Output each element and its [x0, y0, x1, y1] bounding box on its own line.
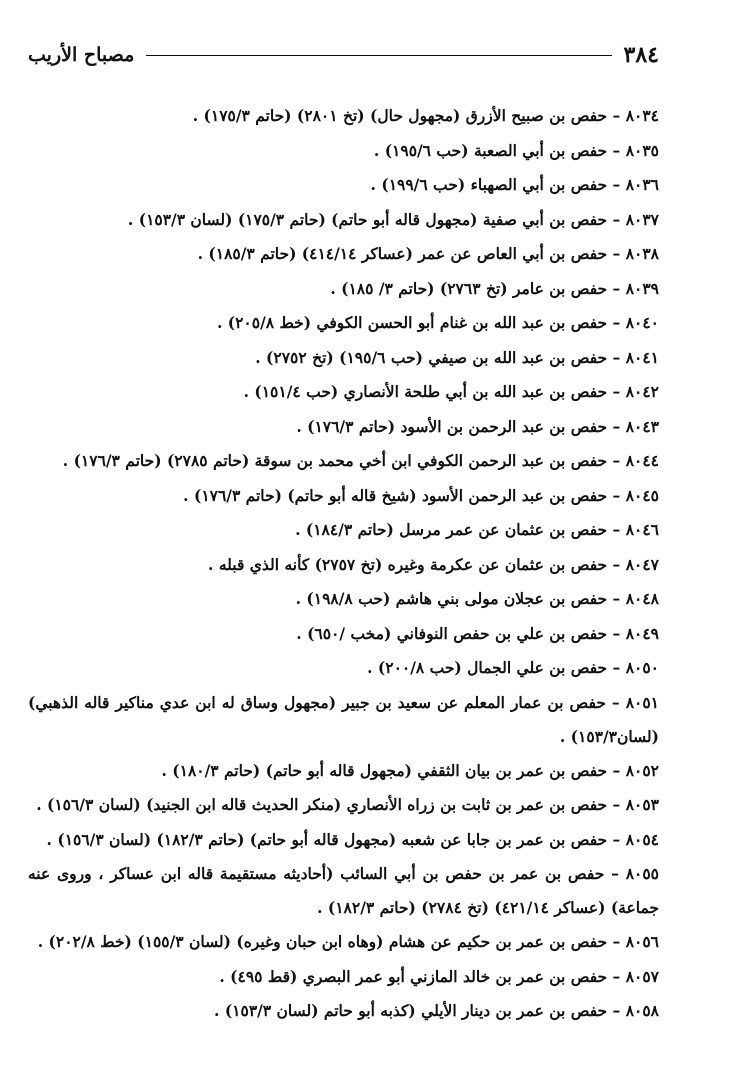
book-title: مصباح الأريب — [28, 44, 135, 66]
header-rule — [146, 55, 611, 56]
entry-text: حفص بن عبد الله بن صيفي (حب ١٩٥/٦) (تخ ٢٧٥٢) . — [255, 347, 608, 367]
entry-15 — [28, 617, 659, 652]
entry-6 — [28, 306, 659, 341]
page-header — [28, 40, 659, 70]
entry-9 — [28, 410, 659, 445]
entry-text: حفص بن عمر بن حكيم عن هشام (وهاه ابن حبان وغيره) (لسان ١٥٥/٣) (خط ٢٠٢/٨) . — [37, 932, 608, 951]
entry-text: حفص بن عمار المعلم عن سعيد بن جبير (مجهول وساق له ابن عدي مناكير قاله الذهبي) (لسان١٥٣/٣) . — [28, 692, 659, 746]
entry-text: حفص بن أبي الصهباء (حب ١٩٩/٦) . — [370, 175, 608, 194]
entry-dash: – — [607, 760, 626, 780]
entry-dash: – — [607, 520, 626, 539]
entry-3 — [28, 203, 659, 238]
entry-text: حفص بن عمر بن حفص بن أبي السائب (أحاديثه مستقيمة قاله ابن عساكر ، وروى عنه جماعة) (عساكر ٤٢١/١٤) (تخ ٢٧٨٤) (حاتم ١٨٢/٣) . — [28, 864, 659, 917]
page-number: ٣٨٤ — [623, 42, 659, 68]
entry-22 — [28, 925, 659, 960]
entry-number: ٨٠٤٥ — [625, 485, 659, 505]
entry-number: ٨٠٤٤ — [625, 451, 659, 470]
entry-text: حفص بن عبد الله بن أبي طلحة الأنصاري (حب ١٥١/٤) . — [243, 382, 608, 401]
entry-dash: – — [607, 416, 626, 436]
entry-19 — [28, 788, 659, 823]
entry-number: ٨٠٥١ — [625, 692, 660, 712]
entry-dash: – — [607, 313, 626, 332]
entry-dash: – — [607, 554, 626, 574]
entry-text: حفص بن عثمان عن عكرمة وغيره (تخ ٢٧٥٧) كأنه الذي قبله . — [208, 554, 608, 574]
entry-dash: – — [604, 864, 626, 883]
entry-text: حفص بن صبيح الأزرق (مجهول حال) (تخ ٢٨٠١) (حاتم ١٧٥/٣) . — [192, 106, 608, 125]
entry-24 — [28, 994, 659, 1029]
entry-dash: – — [607, 485, 626, 505]
entry-dash: – — [607, 244, 626, 263]
entry-number: ٨٠٤٩ — [625, 623, 659, 643]
entry-dash: – — [607, 278, 626, 298]
entries-list — [28, 99, 659, 1029]
entry-2 — [28, 168, 659, 203]
entry-17 — [28, 686, 659, 754]
entry-7 — [28, 341, 659, 376]
entry-number: ٨٠٣٤ — [625, 106, 659, 125]
entry-number: ٨٠٤١ — [625, 347, 659, 367]
entry-number: ٨٠٤٧ — [625, 554, 659, 574]
entry-1 — [28, 134, 659, 169]
entry-text: حفص بن عبد الرحمن الأسود (شيخ قاله أبو حاتم) (حاتم ١٧٦/٣) . — [183, 485, 608, 505]
entry-dash: – — [607, 140, 626, 160]
entry-number: ٨٠٤٨ — [625, 589, 659, 608]
entry-10 — [28, 444, 659, 479]
entry-4 — [28, 237, 659, 272]
entry-dash: – — [607, 209, 626, 229]
entry-dash: – — [605, 692, 626, 712]
entry-8 — [28, 375, 659, 410]
entry-12 — [28, 513, 659, 548]
entry-21 — [28, 857, 659, 925]
entry-dash: – — [607, 623, 626, 643]
entry-number: ٨٠٤٠ — [625, 313, 659, 332]
entry-number: ٨٠٥٠ — [625, 658, 659, 677]
entry-dash: – — [607, 451, 626, 470]
entry-text: حفص بن عبد الرحمن الكوفي ابن أخي محمد بن سوقة (حاتم ٢٧٨٥) (حاتم ١٧٦/٣) . — [62, 451, 608, 470]
entry-dash: – — [607, 795, 626, 814]
entry-number: ٨٠٥٥ — [625, 864, 660, 883]
entry-11 — [28, 479, 659, 514]
entry-5 — [28, 272, 659, 307]
entry-dash: – — [607, 382, 626, 401]
entry-14 — [28, 582, 659, 617]
entry-number: ٨٠٥٨ — [625, 1001, 659, 1020]
entry-text: حفص بن عمر بن دينار الأيلي (كذبه أبو حاتم (لسان ١٥٣/٣) . — [214, 1001, 608, 1020]
entry-number: ٨٠٥٣ — [625, 795, 659, 814]
entry-23 — [28, 960, 659, 995]
entry-text: حفص بن علي بن حفص النوفاني (مخب /٦٥٠) . — [296, 623, 608, 643]
entry-dash: – — [607, 932, 626, 951]
entry-text: حفص بن عمر بن خالد المازني أبو عمر البصري (قط ٤٩٥) . — [219, 966, 608, 986]
entry-0 — [28, 99, 659, 134]
entry-dash: – — [607, 658, 626, 677]
entry-number: ٨٠٥٤ — [625, 829, 659, 849]
entry-number: ٨٠٥٧ — [625, 966, 659, 986]
entry-number: ٨٠٤٦ — [625, 520, 659, 539]
entry-dash: – — [607, 175, 626, 194]
entry-number: ٨٠٣٧ — [625, 209, 659, 229]
entry-text: حفص بن أبي العاص عن عمر (عساكر ٤١٤/١٤) (حاتم ١٨٥/٣) . — [197, 244, 608, 263]
entry-number: ٨٠٥٦ — [625, 932, 659, 951]
entry-16 — [28, 651, 659, 686]
entry-number: ٨٠٣٩ — [625, 278, 659, 298]
entry-number: ٨٠٤٣ — [625, 416, 659, 436]
entry-dash: – — [607, 347, 626, 367]
entry-number: ٨٠٣٨ — [625, 244, 659, 263]
entry-dash: – — [607, 1001, 626, 1020]
entry-dash: – — [607, 106, 626, 125]
entry-dash: – — [607, 829, 626, 849]
entry-text: حفص بن عمر بن بيان الثقفي (مجهول قاله أبو حاتم) (حاتم ١٨٠/٣) . — [161, 760, 608, 780]
entry-text: حفص بن عبد الله بن غنام أبو الحسن الكوفي (خط ٢٠٥/٨) . — [216, 313, 608, 332]
entry-20 — [28, 823, 659, 858]
entry-text: حفص بن عمر بن ثابت بن زراه الأنصاري (منكر الحديث قاله ابن الجنيد) (لسان ١٥٦/٣) . — [36, 795, 608, 814]
entry-13 — [28, 548, 659, 583]
entry-text: حفص بن أبي صفية (مجهول قاله أبو حاتم) (حاتم ١٧٥/٣) (لسان ١٥٣/٣) . — [127, 209, 608, 229]
entry-18 — [28, 754, 659, 789]
entry-text: حفص بن أبي الصعبة (حب ١٩٥/٦) . — [373, 140, 608, 160]
entry-text: حفص بن عجلان مولى بني هاشم (حب ١٩٨/٨) . — [295, 589, 608, 608]
entry-dash: – — [607, 966, 626, 986]
entry-text: حفص بن عثمان عن عمر مرسل (حاتم ١٨٤/٣) . — [295, 520, 608, 539]
entry-text: حفص بن عامر (تخ ٢٧٦٣) (حاتم ٣/ ١٨٥) . — [330, 278, 608, 298]
entry-dash: – — [607, 589, 626, 608]
entry-number: ٨٠٣٦ — [625, 175, 659, 194]
entry-number: ٨٠٣٥ — [625, 140, 659, 160]
entry-text: حفص بن علي الجمال (حب ٢٠٠/٨) . — [367, 658, 608, 677]
entry-number: ٨٠٤٢ — [625, 382, 659, 401]
entry-text: حفص بن عبد الرحمن بن الأسود (حاتم ١٧٦/٣) . — [296, 416, 608, 436]
entry-text: حفص بن عمر بن جابا عن شعبه (مجهول قاله أبو حاتم) (حاتم ١٨٢/٣) (لسان ١٥٦/٣) . — [46, 829, 608, 849]
entry-number: ٨٠٥٢ — [625, 760, 659, 780]
